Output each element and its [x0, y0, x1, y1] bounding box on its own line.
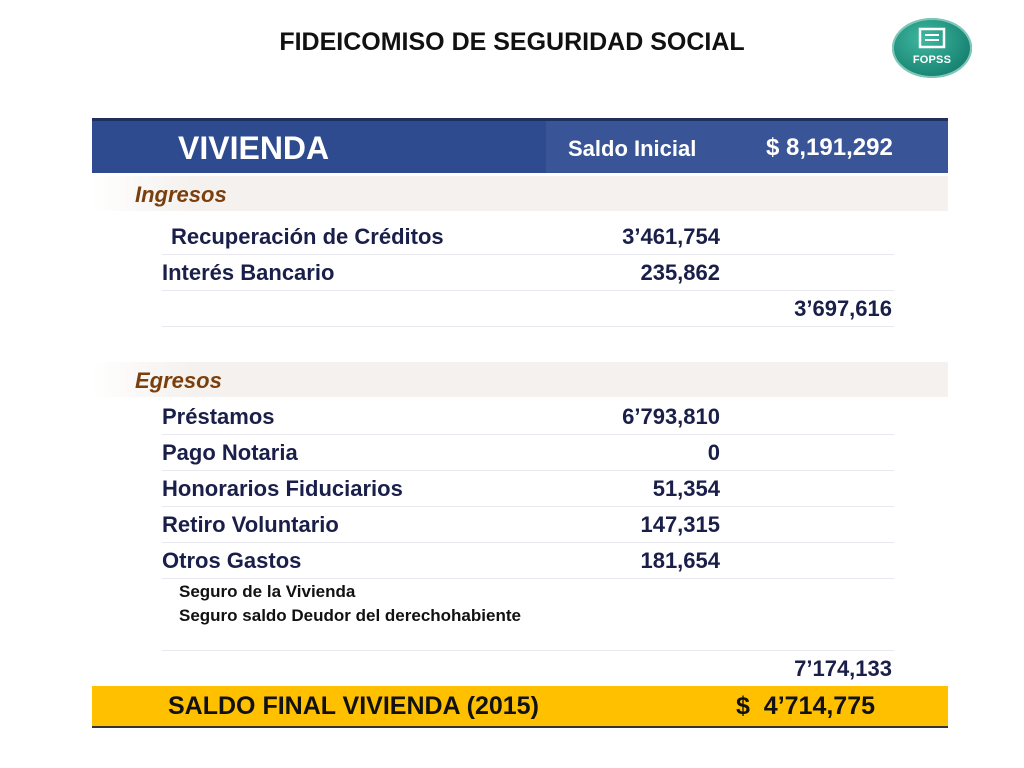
table-row-total: [162, 650, 894, 685]
section-title: VIVIENDA: [178, 130, 330, 166]
header-bar: [92, 118, 948, 173]
saldo-inicial-label: Saldo Inicial: [568, 136, 697, 161]
row-label: Otros Gastos: [162, 548, 302, 573]
ingresos-label: Ingresos: [135, 182, 227, 207]
table-row: [162, 218, 894, 255]
row-amount: 6’793,810: [622, 404, 720, 429]
table-row: [162, 254, 894, 291]
saldo-inicial-value: $ 8,191,292: [766, 134, 893, 161]
row-amount: 235,862: [640, 260, 720, 285]
row-label: Honorarios Fiduciarios: [162, 476, 403, 501]
table-row: [162, 470, 894, 507]
row-amount: 181,654: [640, 548, 720, 573]
note-seguro-deudor: Seguro saldo Deudor del derechohabiente: [179, 606, 521, 625]
final-balance-bar: [92, 686, 948, 728]
ingresos-band: [92, 176, 948, 211]
egresos-band: [92, 362, 948, 397]
table-row: [162, 542, 894, 579]
row-amount: 51,354: [652, 476, 720, 501]
row-label: Recuperación de Créditos: [171, 224, 444, 249]
row-amount: 0: [707, 440, 720, 465]
ingresos-total: 3’697,616: [794, 296, 892, 321]
final-balance-label: SALDO FINAL VIVIENDA (2015): [168, 692, 539, 720]
row-label: Préstamos: [162, 404, 275, 429]
note-seguro-vivienda: Seguro de la Vivienda: [179, 582, 356, 601]
book-icon: [917, 26, 947, 52]
final-balance-value: $ 4’714,775: [736, 692, 876, 720]
table-row-total: [162, 290, 894, 327]
row-label: Interés Bancario: [162, 260, 335, 285]
logo-text: FOPSS: [912, 54, 952, 66]
page-title: FIDEICOMISO DE SEGURIDAD SOCIAL: [279, 28, 745, 56]
fopss-logo: [892, 18, 972, 78]
egresos-total: 7’174,133: [794, 656, 892, 681]
row-label: Retiro Voluntario: [162, 512, 339, 537]
table-row: [162, 398, 894, 435]
table-row: [162, 506, 894, 543]
row-amount: 147,315: [640, 512, 720, 537]
table-row: [162, 434, 894, 471]
row-label: Pago Notaria: [162, 440, 298, 465]
row-amount: 3’461,754: [622, 224, 720, 249]
egresos-label: Egresos: [135, 368, 222, 393]
